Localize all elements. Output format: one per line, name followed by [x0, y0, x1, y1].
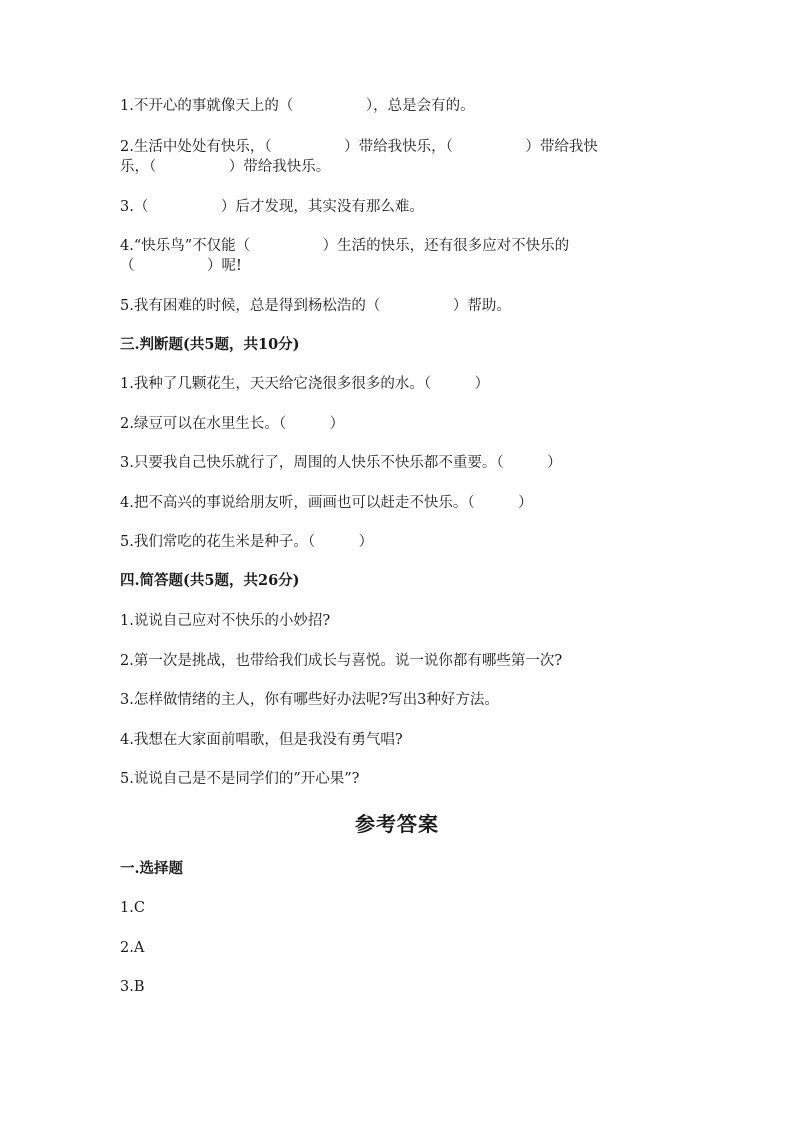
answer-item-2: 2.A — [120, 940, 145, 956]
answer-section-1-heading: 一.选择题 — [120, 860, 184, 877]
answer-item-3: 3.B — [120, 979, 145, 995]
fill-blank-item-4-line-2: （ ）呢! — [120, 258, 242, 274]
true-false-item-5: 5.我们常吃的花生米是种子。（ ） — [120, 534, 374, 550]
fill-blank-item-4-line-1: 4.“快乐鸟”不仅能（ ）生活的快乐，还有很多应对不快乐的 — [120, 238, 570, 254]
section-3-heading: 三.判断题(共5题，共10分) — [120, 336, 300, 353]
short-answer-item-5: 5.说说自己是不是同学们的”开心果”? — [120, 771, 360, 787]
short-answer-item-1: 1.说说自己应对不快乐的小妙招? — [120, 613, 331, 629]
fill-blank-item-3: 3.（ ）后才发现，其实没有那么难。 — [120, 199, 424, 215]
fill-blank-item-5: 5.我有困难的时候，总是得到杨松浩的（ ）帮助。 — [120, 298, 511, 314]
true-false-item-4: 4.把不高兴的事说给朋友听，画画也可以赶走不快乐。（ ） — [120, 495, 533, 511]
true-false-item-1: 1.我种了几颗花生，天天给它浇很多很多的水。（ ） — [120, 376, 490, 392]
short-answer-item-2: 2.第一次是挑战，也带给我们成长与喜悦。说一说你都有哪些第一次? — [120, 653, 563, 669]
fill-blank-item-1: 1.不开心的事就像天上的（ ），总是会有的。 — [120, 98, 475, 114]
fill-blank-item-2-line-2: 乐，（ ）带给我快乐。 — [120, 159, 331, 175]
section-4-heading: 四.简答题(共5题，共26分) — [120, 572, 300, 589]
answer-key-title: 参考答案 — [355, 812, 439, 836]
fill-blank-item-2-line-1: 2.生活中处处有快乐，（ ）带给我快乐，（ ）带给我快 — [120, 139, 598, 155]
answer-item-1: 1.C — [120, 900, 145, 916]
short-answer-item-3: 3.怎样做情绪的主人，你有哪些好办法呢?写出3种好方法。 — [120, 692, 499, 708]
true-false-item-3: 3.只要我自己快乐就行了，周围的人快乐不快乐都不重要。（ ） — [120, 455, 562, 471]
true-false-item-2: 2.绿豆可以在水里生长。（ ） — [120, 416, 345, 432]
short-answer-item-4: 4.我想在大家面前唱歌，但是我没有勇气唱? — [120, 732, 403, 748]
